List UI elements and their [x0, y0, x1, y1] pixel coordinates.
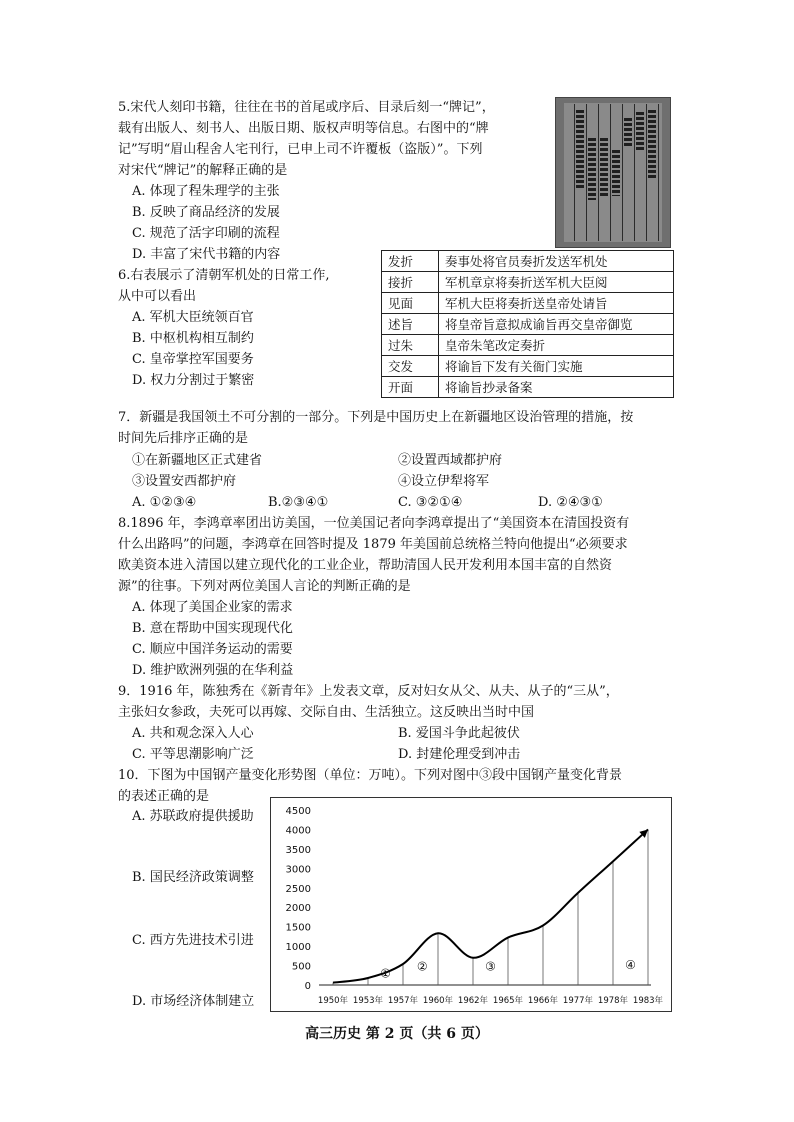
table-cell-desc: 军机大臣将奏折送皇帝处请旨: [439, 293, 674, 314]
q7-item-3: ③设置安西都护府: [132, 474, 237, 489]
q6-option-d[interactable]: D. 权力分割过于繁密: [132, 373, 255, 388]
y-tick-label: 2500: [285, 883, 311, 895]
x-tick-label: 1953年: [352, 996, 384, 1006]
y-tick-label: 3500: [285, 844, 311, 856]
q7-option-d[interactable]: D. ②④③①: [538, 495, 603, 510]
segment-label: ③: [485, 959, 496, 974]
q9-option-b[interactable]: B. 爱国斗争此起彼伏: [398, 726, 520, 741]
q7-item-2: ②设置西域都护府: [398, 453, 503, 468]
military-council-duties-table: [381, 250, 674, 398]
y-tick-label: 500: [291, 961, 311, 973]
q5-stem-line-1: 5.宋代人刻印书籍，往往在书的首尾或序后、目录后刻一“牌记”，: [118, 100, 495, 115]
y-tick-label: 1000: [285, 942, 311, 954]
x-tick-label: 1965年: [492, 996, 524, 1006]
table-cell-desc: 将皇帝旨意拟成谕旨再交皇帝御览: [439, 314, 674, 335]
table-cell-desc: 将谕旨下发有关衙门实施: [439, 356, 674, 377]
table-cell-desc: 将谕旨抄录备案: [439, 377, 674, 398]
y-tick-label: 1500: [285, 922, 311, 934]
y-tick-label: 2000: [285, 903, 311, 915]
x-tick-label: 1978年: [597, 996, 629, 1006]
q8-stem-line-1: 8.1896 年，李鸿章率团出访美国，一位美国记者向李鸿章提出了“美国资本在清国投资有: [118, 516, 630, 531]
x-tick-label: 1950年: [317, 996, 349, 1006]
table-cell-step: 过朱: [382, 335, 439, 356]
x-tick-label: 1966年: [527, 996, 559, 1006]
x-tick-label: 1962年: [457, 996, 489, 1006]
x-tick-label: 1983年: [632, 996, 664, 1006]
q5-option-b[interactable]: B. 反映了商品经济的发展: [132, 205, 280, 220]
steel-output-chart-svg: [271, 798, 671, 1011]
q7-item-1: ①在新疆地区正式建省: [132, 453, 263, 468]
q9-option-d[interactable]: D. 封建伦理受到冲击: [398, 747, 521, 762]
table-row: [382, 272, 674, 293]
table-cell-desc: 皇帝朱笔改定奏折: [439, 335, 674, 356]
q7-item-4: ④设立伊犁将军: [398, 474, 490, 489]
table-cell-desc: 军机章京将奏折送军机大臣阅: [439, 272, 674, 293]
song-dynasty-book-plate-photo: [555, 97, 671, 248]
q10-option-a[interactable]: A. 苏联政府提供援助: [132, 809, 254, 824]
page-footer: 高三历史 第 2 页（共 6 页）: [305, 1026, 489, 1042]
q6-option-a[interactable]: A. 军机大臣统领百官: [132, 310, 254, 325]
table-cell-step: 述旨: [382, 314, 439, 335]
y-tick-label: 3000: [285, 864, 311, 876]
table-cell-step: 见面: [382, 293, 439, 314]
table-row: [382, 293, 674, 314]
steel-output-chart: [270, 797, 672, 1012]
q7-option-c[interactable]: C. ③②①④: [398, 495, 463, 510]
q5-stem-line-2: 载有出版人、刻书人、出版日期、版权声明等信息。右图中的“牌: [118, 121, 489, 136]
table-row: [382, 377, 674, 398]
q10-option-c[interactable]: C. 西方先进技术引进: [132, 933, 254, 948]
q7-option-b[interactable]: B.②③④①: [268, 495, 329, 510]
q9-stem-line-2: 主张妇女参政，夫死可以再嫁、交际自由、生活独立。这反映出当时中国: [118, 705, 535, 720]
q8-option-b[interactable]: B. 意在帮助中国实现现代化: [132, 621, 293, 636]
q6-stem-line-2: 从中可以看出: [118, 289, 197, 304]
segment-label: ②: [416, 959, 428, 974]
q8-stem-line-4: 源”的往事。下列对两位美国人言论的判断正确的是: [118, 579, 411, 594]
q8-stem-line-3: 欧美资本进入清国以建立现代化的工业企业，帮助清国人民开发利用本国丰富的自然资: [118, 558, 613, 573]
table-cell-step: 发折: [382, 251, 439, 272]
q6-option-c[interactable]: C. 皇帝掌控军国要务: [132, 352, 254, 367]
q9-option-c[interactable]: C. 平等思潮影响广泛: [132, 747, 254, 762]
q7-stem-line-2: 时间先后排序正确的是: [118, 431, 249, 446]
q5-stem-line-3: 记”写明“眉山程舍人宅刊行，已申上司不许覆板（盗版）”。下列: [118, 142, 483, 157]
q7-stem-line-1: 7．新疆是我国领土不可分割的一部分。下列是中国历史上在新疆地区设治管理的措施，按: [118, 410, 634, 425]
q8-option-d[interactable]: D. 维护欧洲列强的在华利益: [132, 663, 294, 678]
q9-stem-line-1: 9．1916 年，陈独秀在《新青年》上发表文章，反对妇女从父、从夫、从子的“三从”，: [118, 684, 619, 699]
q7-option-a[interactable]: A. ①②③④: [132, 495, 197, 510]
table-row: [382, 251, 674, 272]
table-row: [382, 314, 674, 335]
q8-option-a[interactable]: A. 体现了美国企业家的需求: [132, 600, 293, 615]
q5-stem-line-4: 对宋代“牌记”的解释正确的是: [118, 163, 288, 178]
q6-option-b[interactable]: B. 中枢机构相互制约: [132, 331, 254, 346]
q10-option-b[interactable]: B. 国民经济政策调整: [132, 870, 254, 885]
table-cell-step: 开面: [382, 377, 439, 398]
q8-stem-line-2: 什么出路吗”的问题，李鸿章在回答时提及 1879 年美国前总统格兰特向他提出“必须要求: [118, 537, 628, 552]
q5-option-c[interactable]: C. 规范了活字印刷的流程: [132, 226, 280, 241]
segment-label: ①: [380, 966, 391, 981]
q8-option-c[interactable]: C. 顺应中国洋务运动的需要: [132, 642, 293, 657]
table-row: [382, 335, 674, 356]
table-cell-step: 接折: [382, 272, 439, 293]
x-tick-label: 1977年: [562, 996, 594, 1006]
x-tick-label: 1960年: [422, 996, 454, 1006]
q5-option-a[interactable]: A. 体现了程朱理学的主张: [132, 184, 280, 199]
y-tick-label: 4000: [285, 825, 311, 837]
x-tick-label: 1957年: [387, 996, 419, 1006]
table-row: [382, 356, 674, 377]
q6-stem-line-1: 6.右表展示了清朝军机处的日常工作,: [118, 268, 330, 283]
q10-stem-line-1: 10．下图为中国钢产量变化形势图（单位：万吨）。下列对图中③段中国钢产量变化背景: [118, 768, 623, 783]
y-tick-label: 4500: [285, 806, 311, 817]
q5-option-d[interactable]: D. 丰富了宋代书籍的内容: [132, 247, 281, 262]
table-cell-step: 交发: [382, 356, 439, 377]
q9-option-a[interactable]: A. 共和观念深入人心: [132, 726, 254, 741]
segment-label: ④: [625, 957, 636, 972]
table-cell-desc: 奏事处将官员奏折发送军机处: [439, 251, 674, 272]
y-tick-label: 0: [304, 981, 311, 992]
q10-stem-line-2: 的表述正确的是: [118, 789, 210, 804]
q10-option-d[interactable]: D. 市场经济体制建立: [132, 994, 255, 1009]
